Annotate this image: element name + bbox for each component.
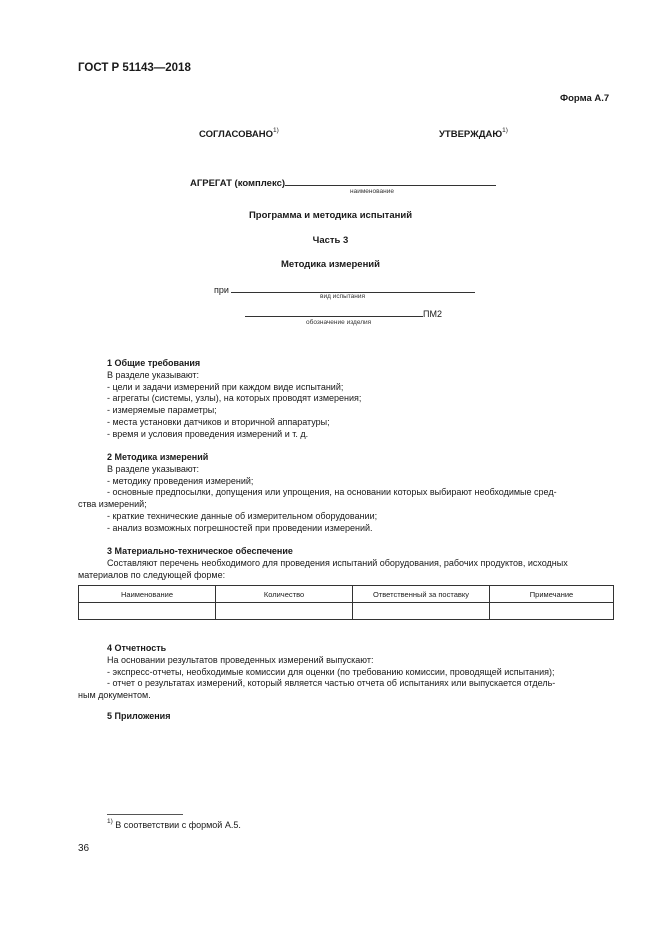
section-5 [107,711,614,723]
standard-number: ГОСТ Р 51143—2018 [78,62,191,74]
test-type-caption: вид испытания [320,293,366,300]
footnote: $^{1)}$ В соответствии с формой А.5. [107,818,241,830]
list-item: - анализ возможных погрешностей при проведении измерений. [107,522,373,533]
paragraph: На основании результатов проведенных измерений выпускают: [107,654,374,665]
product-caption: обозначение изделия [306,319,372,326]
paragraph-continuation: материалов по следующей форме: [78,569,226,580]
list-item: - агрегаты (системы, узлы), на которых проводят измерения; [107,393,362,404]
list-item: - цели и задачи измерений при каждом виде испытаний; [107,381,344,392]
list-item: - основные предпосылки, допущения или упрощения, на основании которых выбирают необходимые сред- [107,487,557,498]
table-cell [216,603,353,620]
table-header-cell: Ответственный за поставку [353,586,490,603]
page-number: 36 [78,843,90,854]
form-label: Форма А.7 [560,93,610,104]
paragraph: Составляют перечень необходимого для проведения испытаний оборудования, рабочих продуктов, исходных [107,557,568,568]
table-header-row [79,586,614,603]
method-title: Методика измерений [281,259,380,270]
list-item: - отчет о результатах измерений, который является частью отчета об испытаниях или выпускается отдель- [107,678,556,689]
part-title: Часть 3 [312,235,349,246]
footnote-separator [107,814,183,815]
aggregate-caption: наименование [350,188,394,195]
program-title: Программа и методика испытаний [248,210,413,221]
list-item: - места установки датчиков и вторичной аппаратуры; [107,416,330,427]
test-type-field: при [214,283,475,295]
approve-label: УТВЕРЖДАЮ$^{1)}$ [439,127,508,140]
paragraph: В разделе указывают: [107,369,200,380]
agreed-label: СОГЛАСОВАНО$^{1)}$ [199,127,279,140]
list-item: - измеряемые параметры; [107,405,217,416]
list-item: - время и условия проведения измерений и т. д. [107,428,309,439]
list-item: - методику проведения измерений; [107,475,254,486]
section-heading: 5 Приложения [107,711,171,721]
section-3 [78,546,614,581]
list-item-continuation: ства измерений; [78,499,147,510]
table-header-cell: Примечание [490,586,614,603]
section-2 [78,452,614,535]
section-4 [78,643,614,702]
materials-table [78,585,614,620]
list-item-continuation: ным документом. [78,690,151,701]
table-header-cell: Наименование [79,586,216,603]
table-cell [353,603,490,620]
product-field: ПМ2 [245,307,442,319]
section-heading: 1 Общие требования [107,358,201,368]
section-heading: 2 Методика измерений [107,452,209,462]
table-row [79,603,614,620]
list-item: - экспресс-отчеты, необходимые комиссии для оценки (по требованию комиссии, проводящей испытания); [107,666,555,677]
table-cell [79,603,216,620]
section-heading: 4 Отчетность [107,643,167,653]
table-header-cell: Количество [216,586,353,603]
section-heading: 3 Материально-техническое обеспечение [107,546,293,556]
section-1 [107,358,614,441]
list-item: - краткие технические данные об измерительном оборудовании; [107,510,378,521]
aggregate-field: АГРЕГАТ (комплекс) [190,176,496,189]
table-cell [490,603,614,620]
paragraph: В разделе указывают: [107,463,200,474]
